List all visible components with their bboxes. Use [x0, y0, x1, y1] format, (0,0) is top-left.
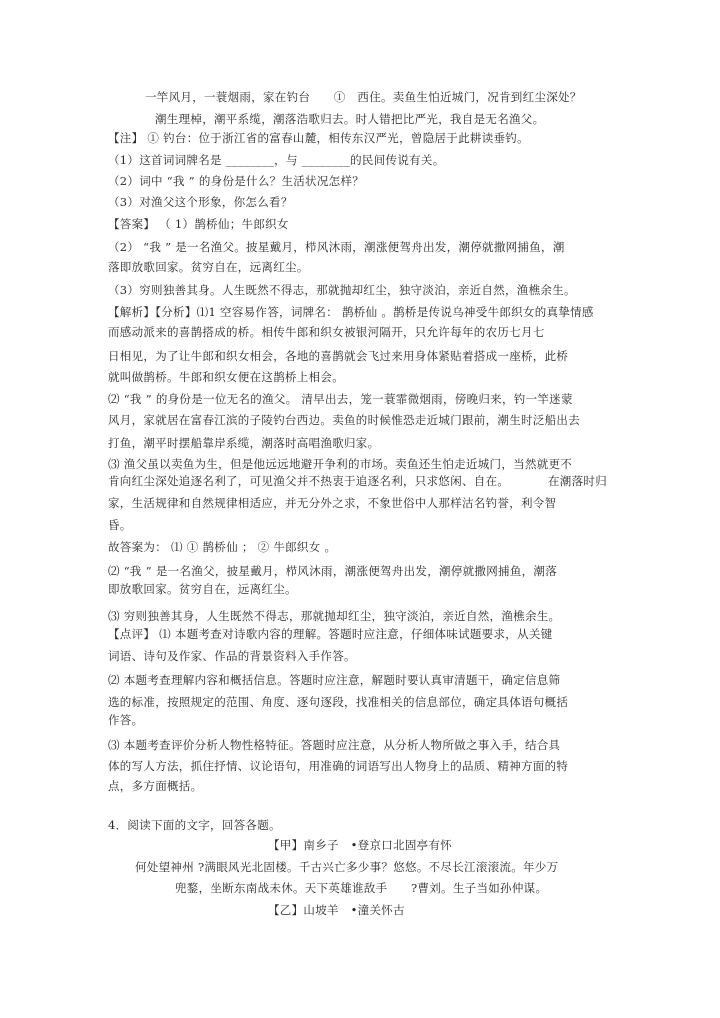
text-line: 而感动派来的喜鹊搭成的桥。相传牛郎和织女被银河隔开，只允许每年的农历七月七 — [108, 325, 545, 339]
text-line: 就叫做鹊桥。牛郎和织女便在这鹊桥上相会。 — [108, 370, 344, 384]
text-line: 【乙】山坡羊 •潼关怀古 — [268, 903, 405, 917]
text-line: 【答案】 （ 1）鹊桥仙；牛郎织女 — [108, 217, 289, 231]
text-line: （3）穷则独善其身。人生既然不得志，那就抛却红尘，独守淡泊，亲近自然，渔樵余生。 — [108, 283, 576, 297]
text-line: 【甲】南乡子 •登京口北固亭有怀 — [268, 838, 453, 852]
text-line: ⑶ 渔父虽以卖鱼为生，但是他远远地避开争利的市场。卖鱼还生怕走近城门，当然就更不 — [108, 457, 573, 471]
text-line: 即放歌回家。贫穷自在，远离红尘。 — [108, 582, 297, 596]
text-line: ⑶ 本题考查评价分析人物性格特征。答题时应注意，从分析人物所做之事入手，结合具 — [108, 738, 561, 752]
text-line: 一竿风月，一蓑烟雨，家在钓台 ① 西住。卖鱼生怕近城门，况肯到红尘深处？ — [145, 90, 582, 104]
text-line: ⑵ “我 ” 的身份是一位无名的渔父。 清早出去，笼一蓑霏微烟雨，傍晚归来，钓一竿迷蒙 — [108, 392, 573, 406]
text-line: 故答案为： ⑴ ① 鹊桥仙 ； ② 牛郎织女 。 — [108, 540, 337, 554]
text-line: 兜鍪，坐断东南战未休。天下英雄谁敌手 ?曹刘。生子当如孙仲谋。 — [175, 881, 548, 895]
text-line: 昏。 — [108, 518, 132, 532]
text-line: ⑵ “我 ” 是一名渔父，披星戴月，栉风沐雨，潮涨便驾舟出发，潮停就撒网捕鱼，潮落 — [108, 564, 558, 578]
text-line: 【点评】 ⑴ 本题考查对诗歌内容的理解。答题时应注意，仔细体味试题要求，从关键 — [108, 627, 553, 641]
text-line: 【注】 ① 钓台：位于浙江省的富春山麓，相传东汉严光，曾隐居于此耕读垂钓。 — [108, 131, 529, 145]
text-line: 家，生活规律和自然规律相适应，并无分外之求，不象世俗中人那样沽名钓誉，利令智 — [108, 496, 557, 510]
text-line: 体的写人方法，抓住抒情、议论语句，用准确的词语写出人物身上的品质、精神方面的特 — [108, 759, 569, 773]
text-line: 落即放歌回家。贫穷自在，远离红尘。 — [108, 260, 309, 274]
text-line: 肯向红尘深处追逐名利了，可见渔父并不热衷于追逐名利，只求悠闲、自在。 — [108, 474, 510, 488]
text-line: 选的标准，按照规定的范围、角度、逐句逐段，找准相关的信息部位，确定具体语句概括 — [108, 695, 569, 709]
text-line: 何处望神州 ?满眼风光北固楼。千古兴亡多少事？悠悠。不尽长江滚滚流。年少万 — [135, 860, 559, 874]
text-line: ⑵ 本题考查理解内容和概括信息。答题时应注意，解题时要认真审清题干，确定信息筛 — [108, 673, 561, 687]
text-line: 4．阅读下面的文字，回答各题。 — [108, 818, 281, 832]
text-line: （3）对渔父这个形象，你怎么看？ — [108, 195, 293, 209]
text-line: （2）词中 “我 ” 的身份是什么？生活状况怎样？ — [108, 174, 365, 188]
text-line: 在潮落时归 — [548, 474, 607, 488]
text-line: （1）这首词词牌名是 ________，与 ________的民间传说有关。 — [108, 153, 445, 167]
text-line: 日相见，为了让牛郎和织女相会，各地的喜鹊就会飞过来用身体紧贴着搭成一座桥，此桥 — [108, 349, 569, 363]
text-line: ⑶ 穷则独善其身，人生既然不得志，那就抛却红尘，独守淡泊，亲近自然，渔樵余生。 — [108, 609, 561, 623]
text-line: 潮生理棹，潮平系缆，潮落浩歌归去。时人错把比严光，我自是无名渔父。 — [155, 112, 545, 126]
text-line: （2） “我 ” 是一名渔父。披星戴月，栉风沐雨，潮涨便驾舟出发，潮停就撒网捕鱼，潮 — [108, 240, 565, 254]
text-line: 风月，家就居在富春江滨的子陵钓台西边。卖鱼的时候惟恐走近城门跟前，潮生时泛船出去 — [108, 413, 580, 427]
text-line: 点，多方面概括。 — [108, 779, 203, 793]
text-line: 词语、诗句及作家、作品的背景资料入手作答。 — [108, 649, 356, 663]
text-line: 【解析】【分析】⑴1 空容易作答，词牌名： 鹊桥仙 。鹊桥是传说乌神受牛郎织女的真挚情感 — [108, 305, 594, 319]
text-line: 打鱼，潮平时摆船靠岸系缆，潮落时高唱渔歌归家。 — [108, 436, 380, 450]
text-line: 作答。 — [108, 713, 144, 727]
